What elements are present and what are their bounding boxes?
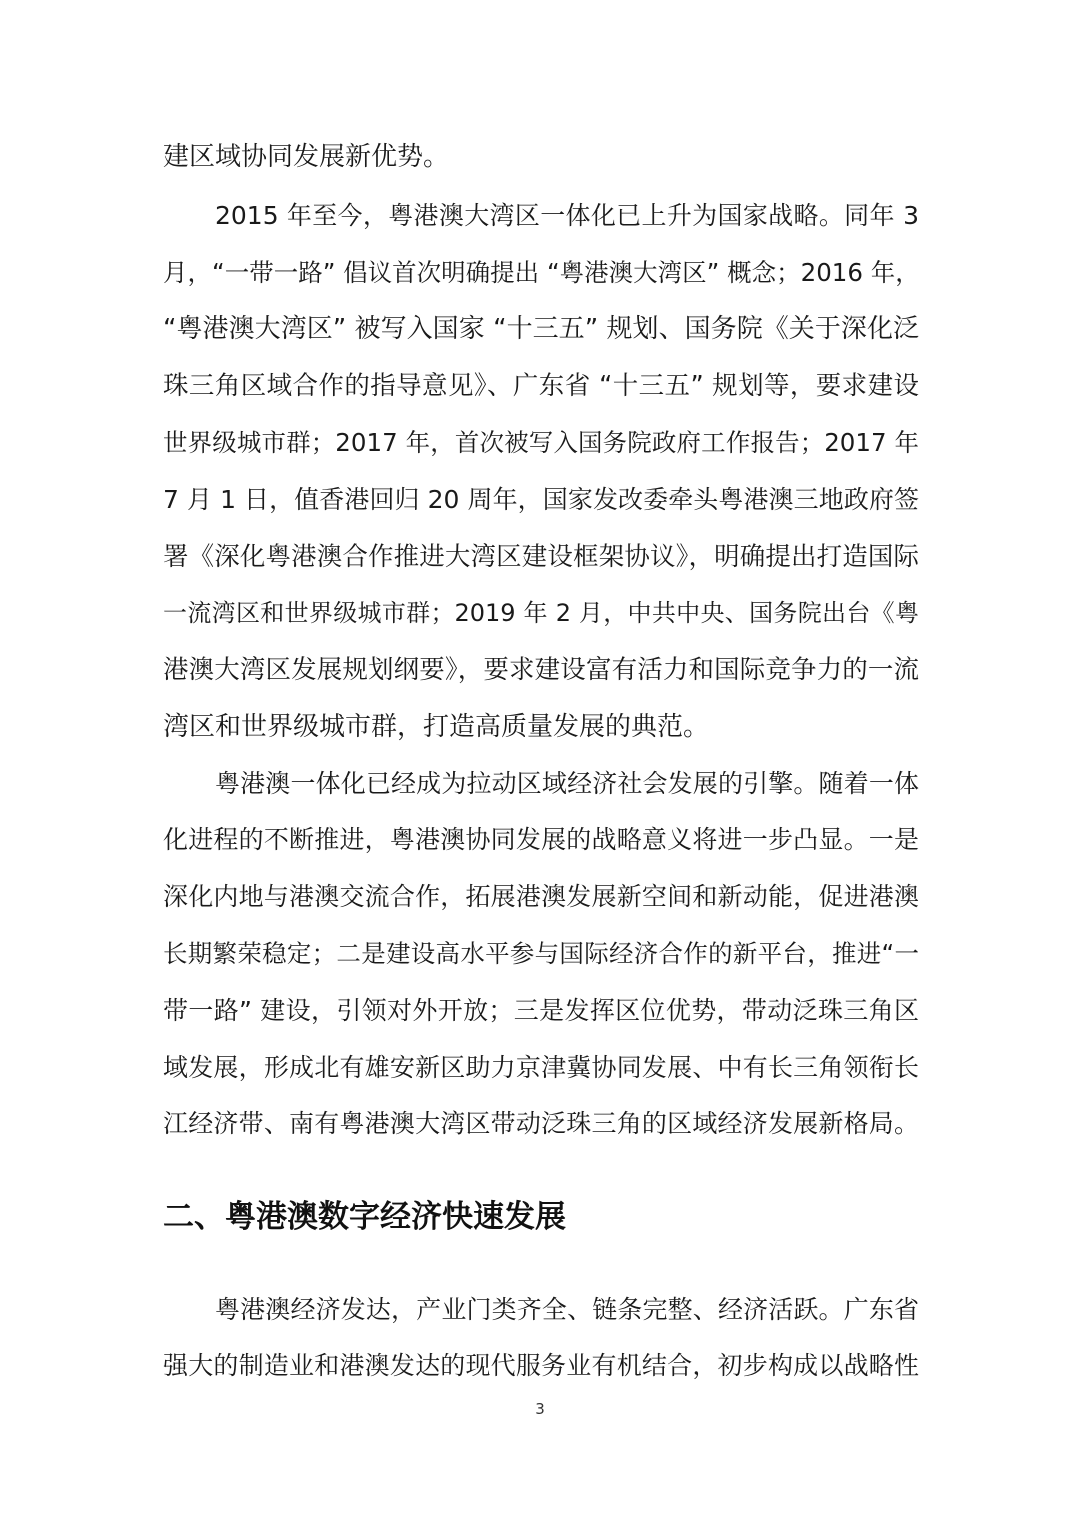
paragraph-line: 一流湾区和世界级城市群；2019 年 2 月，中共中央、国务院出台《粤 [163, 599, 919, 627]
paragraph-line: 域发展，形成北有雄安新区助力京津冀协同发展、中有长三角领衔长 [163, 1053, 919, 1082]
section-heading: 二、粤港澳数字经济快速发展 [163, 1199, 566, 1235]
paragraph-line: “粤港澳大湾区” 被写入国家 “十三五” 规划、国务院《关于深化泛 [163, 314, 919, 344]
paragraph-line: 长期繁荣稳定；二是建设高水平参与国际经济合作的新平台，推进“一 [163, 939, 919, 968]
paragraph-line: 粤港澳一体化已经成为拉动区域经济社会发展的引擎。随着一体 [215, 769, 919, 798]
paragraph-line: 深化内地与港澳交流合作，拓展港澳发展新空间和新动能，促进港澳 [163, 882, 919, 911]
paragraph-line: 珠三角区域合作的指导意见》、广东省 “十三五” 规划等，要求建设 [163, 371, 919, 401]
paragraph-line: 港澳大湾区发展规划纲要》，要求建设富有活力和国际竞争力的一流 [163, 655, 919, 685]
paragraph-line: 粤港澳经济发达，产业门类齐全、链条完整、经济活跃。广东省 [215, 1295, 919, 1324]
paragraph-line: 江经济带、南有粤港澳大湾区带动泛珠三角的区域经济发展新格局。 [163, 1109, 919, 1138]
paragraph-line: 署《深化粤港澳合作推进大湾区建设框架协议》，明确提出打造国际 [163, 542, 919, 572]
page-number: 3 [535, 1400, 545, 1418]
paragraph-line: 世界级城市群；2017 年，首次被写入国务院政府工作报告；2017 年 [163, 428, 919, 457]
paragraph-line: 2015 年至今，粤港澳大湾区一体化已上升为国家战略。同年 3 [215, 201, 919, 230]
paragraph-line: 化进程的不断推进，粤港澳协同发展的战略意义将进一步凸显。一是 [163, 825, 919, 854]
paragraph-line: 湾区和世界级城市群，打造高质量发展的典范。 [163, 712, 710, 742]
paragraph-line: 月，“一带一路” 倡议首次明确提出 “粤港澳大湾区” 概念；2016 年， [163, 258, 920, 287]
paragraph-line: 强大的制造业和港澳发达的现代服务业有机结合，初步构成以战略性 [163, 1351, 919, 1380]
paragraph-line: 7 月 1 日，值香港回归 20 周年，国家发改委牵头粤港澳三地政府签 [163, 485, 919, 514]
paragraph-line: 建区域协同发展新优势。 [163, 142, 450, 172]
paragraph-line: 带一路” 建设，引领对外开放；三是发挥区位优势，带动泛珠三角区 [163, 996, 919, 1025]
